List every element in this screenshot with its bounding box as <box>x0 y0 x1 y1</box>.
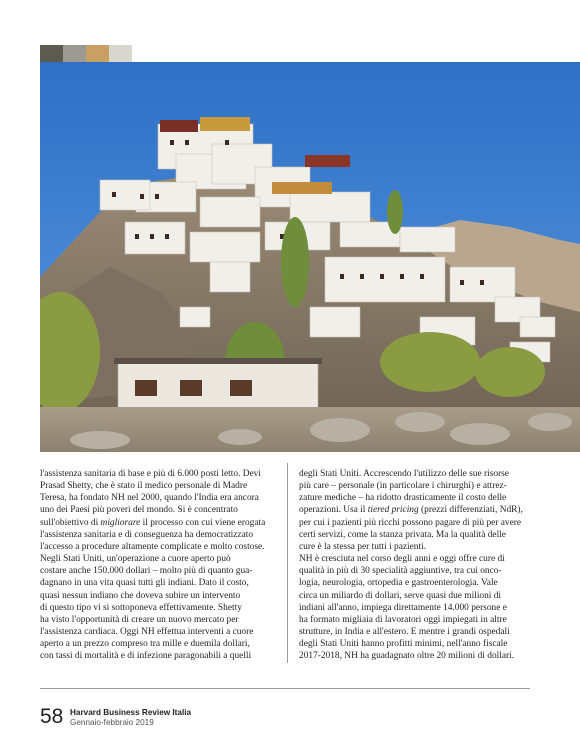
text-line: zature mediche – ha ridotto drasticamente il costo delle <box>299 493 507 504</box>
text-line: più care – personale (in particolare i chirurghi) e attrez- <box>299 481 507 492</box>
publication-name: Harvard Business Review Italia <box>70 708 192 717</box>
text-line: qualità in più di 30 specialità aggiuntive, tra cui onco- <box>299 566 502 577</box>
text-line: l'assistenza cardiaca. Oggi NH effettua interventi a cuore <box>40 627 254 638</box>
text-line: ha formato migliaia di lavoratori oggi impiegati in altre <box>299 614 507 625</box>
text-line: l'accesso a procedure altamente complicate e molto costose. <box>40 541 265 552</box>
text-line: Negli Stati Uniti, un'operazione a cuore aperto può <box>40 554 231 565</box>
swatch-gray <box>63 45 86 62</box>
issue-date: Gennaio-febbraio 2019 <box>70 718 154 727</box>
text-line: indiani all'anno, impiega direttamente 14.000 persone e <box>299 602 507 613</box>
text-line: per cui i pazienti più ricchi possono pagare di più per avere <box>299 517 522 528</box>
text-line: certi servizi, come la stanza privata. Ma la qualità delle <box>299 529 506 540</box>
text-line: l'assistenza sanitaria di base e più di 6.000 posti letto. Devi <box>40 469 261 479</box>
text-line: quasi nessun indiano che doveva subire un intervento <box>40 590 241 601</box>
text-line: uno dei Paesi più poveri del mondo. Si è concentrato <box>40 505 238 516</box>
swatch-dark-gray <box>40 45 63 62</box>
swatch-ochre <box>86 45 109 62</box>
text-line: di questo tipo vi si sottoponeva effettivamente. Shetty <box>40 602 242 613</box>
text-line: Teresa, ha fondato NH nel 2000, quando l'India era ancora <box>40 493 259 504</box>
text-line: degli Stati Uniti hanno profitti minimi, nell'anno fiscale <box>299 639 508 650</box>
text-line: l'assistenza sanitaria e di conseguenza ha democratizzato <box>40 529 254 540</box>
text-line: Prasad Shetty, che è stato il medico personale di Madre <box>40 481 248 492</box>
italic-term: tiered pricing <box>367 505 419 516</box>
text-line: degli Stati Uniti. Accrescendo l'utilizzo delle sue risorse <box>299 469 509 479</box>
italic-term: migliorare <box>100 517 141 528</box>
text-line: sull'obiettivo di migliorare il processo con cui viene erogata <box>40 517 266 528</box>
page-number: 58 <box>40 705 64 728</box>
text-line: cure è la stessa per tutti i pazienti. <box>299 541 427 552</box>
text-line: logia, neurologia, ortopedia e gastroenterologia. Vale <box>299 578 498 589</box>
text-line: dagnano in una vita quasi tutti gli indiani. Dato il costo, <box>40 578 249 589</box>
text-column-left <box>40 468 280 663</box>
text-line: NH è cresciuta nel corso degli anni e oggi offre cure di <box>299 554 505 565</box>
text-line: operazioni. Usa il tiered pricing (prezzi differenziati, NdR), <box>299 505 523 516</box>
swatch-light-gray <box>109 45 132 62</box>
monastery-photo <box>40 62 580 452</box>
text-line: circa un miliardo di dollari, serve quasi due milioni di <box>299 590 502 601</box>
text-column-right <box>299 468 539 663</box>
footer-rule <box>40 688 530 689</box>
text-line: aperto a un prezzo compreso tra mille e duemila dollari, <box>40 639 250 650</box>
text-line: 2017-2018, NH ha guadagnato oltre 20 milioni di dollari. <box>299 651 515 662</box>
column-divider <box>287 463 288 663</box>
text-line: strutture, in India e all'estero. E mentre i grandi ospedali <box>299 627 510 638</box>
text-line: ha visto l'opportunità di creare un nuovo mercato per <box>40 614 239 625</box>
text-line: con tassi di mortalità e di infezione paragonabili a quelli <box>40 651 252 662</box>
text-line: costare anche 150.000 dollari – molto più di quanto gua- <box>40 566 253 577</box>
color-swatch-bar <box>40 45 132 62</box>
